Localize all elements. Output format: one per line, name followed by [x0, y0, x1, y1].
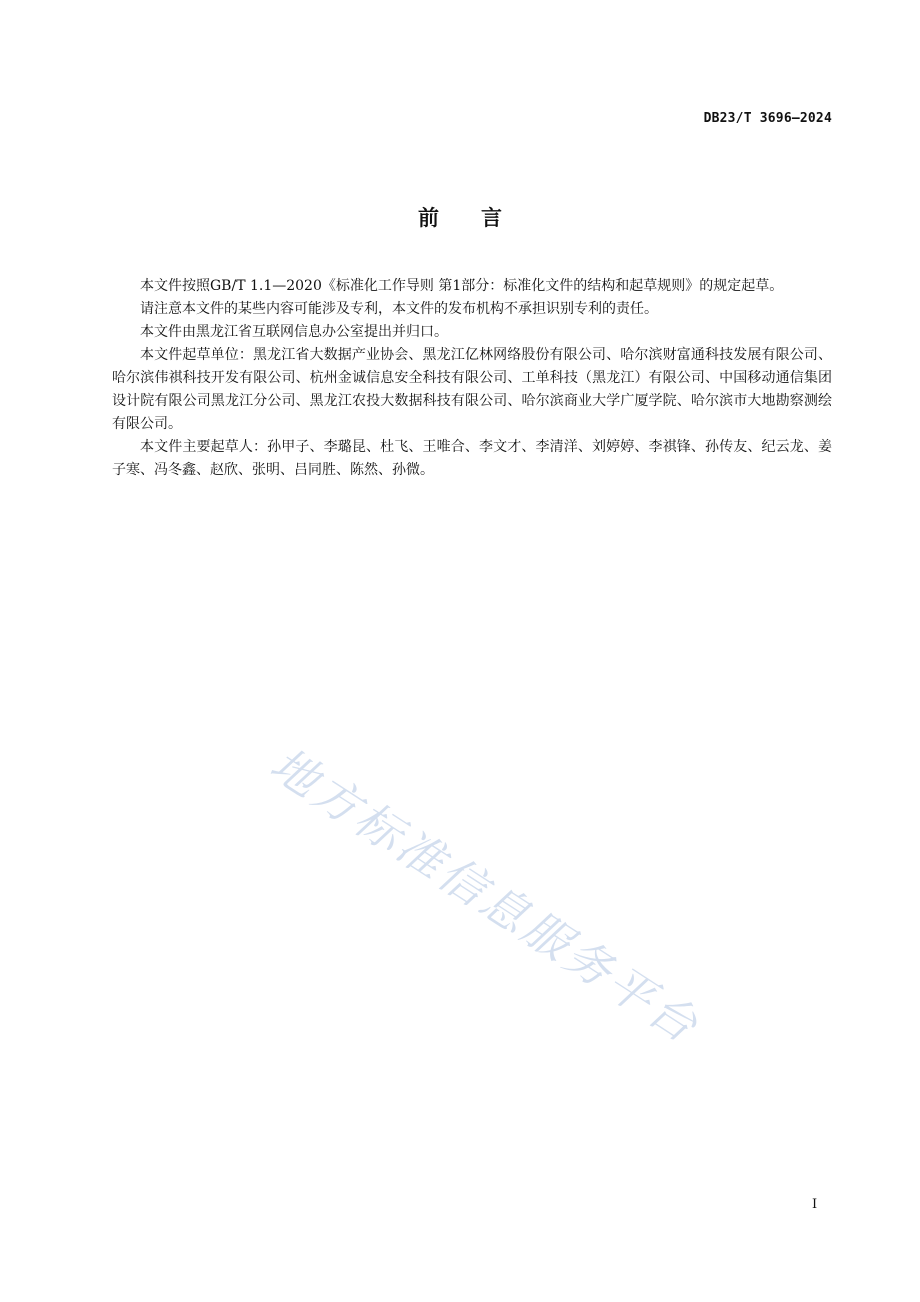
paragraph-drafters: 本文件主要起草人：孙甲子、李璐昆、杜飞、王唯合、李文才、李清洋、刘婷婷、李祺锋、孙传友、纪云龙、姜子寒、冯冬鑫、赵欣、张明、吕同胜、陈然、孙微。	[112, 439, 832, 478]
title-char-1: 前	[418, 206, 439, 230]
document-code: DB23/T 3696—2024	[703, 111, 832, 126]
page-number: I	[812, 1197, 818, 1212]
paragraph-drafting-units: 本文件起草单位：黑龙江省大数据产业协会、黑龙江亿林网络股份有限公司、哈尔滨财富通科技发展有限公司、哈尔滨伟祺科技开发有限公司、杭州金诚信息安全科技有限公司、工单科技（黑龙江）有限公司、中国移动通信集团设计院有限公司黑龙江分公司、黑龙江农投大数据科技有限公司、哈尔滨商业大学广厦学院、哈尔滨市大地勘察测绘有限公司。	[112, 347, 832, 432]
foreword-body	[112, 275, 832, 482]
paragraph-patent-notice: 请注意本文件的某些内容可能涉及专利，本文件的发布机构不承担识别专利的责任。	[140, 301, 658, 317]
watermark-text: 地方标准信息服务平台	[260, 736, 710, 1055]
paragraph-proposer: 本文件由黑龙江省互联网信息办公室提出并归口。	[140, 324, 448, 340]
page-title	[0, 202, 920, 232]
paragraph-drafting-rules: 本文件按照GB/T 1.1—2020《标准化工作导则 第1部分：标准化文件的结构和起草规则》的规定起草。	[140, 278, 784, 294]
title-char-2: 言	[481, 206, 502, 230]
